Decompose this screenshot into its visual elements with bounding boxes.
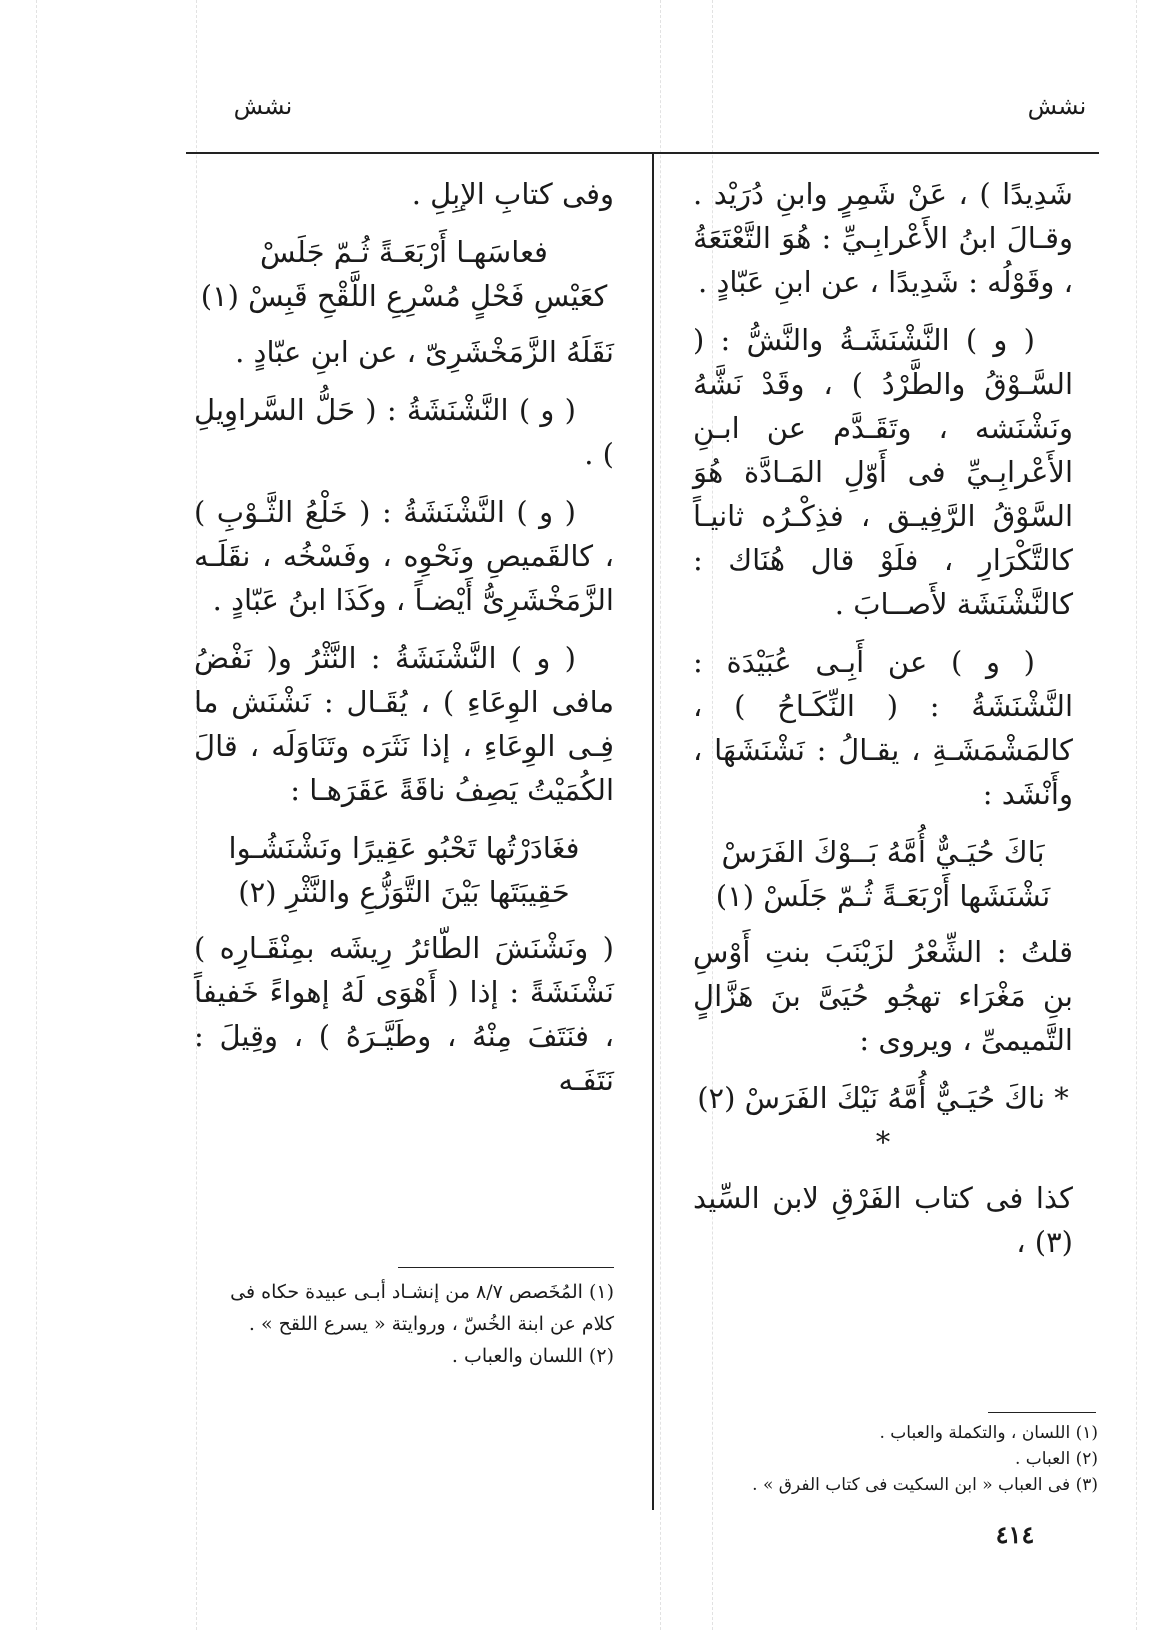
column-divider <box>652 152 654 1510</box>
verse-line: فعاسَهـا أَرْبَعَـةً ثُـمّ جَلَسْ <box>260 235 548 269</box>
verse-line: حَقِيبَتَها بَيْنَ التَّوَزُّعِ والنَّثْرِ (٢) <box>238 875 570 909</box>
paragraph: ( و ) عن أَبِـى عُبَيْدَة : النَّشْنَشَةُ : ( النِّكَـاحُ ) ، كالمَشْمَشَـةِ ، يقـالُ : نَشْنَشَهَا ، وأَنْشَد : <box>693 645 1073 811</box>
footnotes-right <box>720 1420 1098 1498</box>
header-rule <box>186 152 1099 154</box>
left-column <box>194 172 614 1116</box>
paragraph: ( و ) النَّشْنَشَةُ : ( حَلُّ السَّراوِيلِ ) . <box>194 393 614 471</box>
page-number: ٤١٤ <box>995 1520 1035 1549</box>
running-head-right: نشش <box>1027 92 1087 120</box>
running-head-left: نشش <box>233 92 293 120</box>
paragraph: كذا فى كتاب الفَرْقِ لابن السِّيد (٣) ، <box>693 1181 1073 1259</box>
right-column <box>693 172 1073 1278</box>
footnote: (١) المُخَصص ٨/٧ من إنشـاد أبـى عبيدة حكاه فى كلام عن ابنة الخُسّ ، وروايتة « يسرع اللقح » . <box>230 1281 614 1335</box>
verse: * ناكَ حُيَـيٌّ أُمَّهُ نَيْكَ الفَرَسْ (٢) * <box>697 1081 1069 1159</box>
verse <box>693 830 1073 918</box>
paragraph: قلتُ : الشِّعْرُ لزَيْنَبَ بنتِ أَوْسِ بنِ مَغْرَاء تهجُو حُيَىَّ بنَ هَزَّالٍ التَّميمىِّ ، ويروى : <box>693 935 1073 1057</box>
footnote-rule <box>398 1267 614 1268</box>
footnote: (١) اللسان ، والتكملة والعباب . <box>879 1423 1098 1443</box>
verse-line: بَاكَ حُيَـيٌّ أُمَّهُ بَــوْكَ الفَرَسْ <box>721 835 1045 869</box>
scan-guide-line <box>660 0 661 1630</box>
verse-line: نَشْنَشَها أَرْبَعَـةً ثُـمّ جَلَسْ (١) <box>715 879 1051 913</box>
footnote-rule <box>988 1412 1096 1413</box>
paragraph: نَقَلَهُ الزَّمَخْشَرِىّ ، عن ابنِ عبّادٍ . <box>235 335 614 369</box>
paragraph: ( و ) النَّشْنَشَـةُ والنَّشُّ : ( السَّـوْقُ والطَّرْدُ ) ، وقَدْ نَشَّهُ ونَشْنَشه ، وتَقَـدَّم عن ابـنِ الأَعْرابِـيِّ فى أَوّلِ المَـادَّة هُوَ السَّوْقُ الرَّفِيـق ، فذِكْـرُه ثانيـاً كالتَّكْرَارِ ، فلَوْ قال هُنَاك : كالنَّشْنَشَة لأَصــابَ . <box>693 323 1073 621</box>
verse-line: فغَادَرْتُها تَحْبُو عَقِيرًا ونَشْنَشُـوا <box>228 831 580 865</box>
footnotes-left <box>196 1276 614 1372</box>
paragraph: شَدِيدًا ) ، عَنْ شَمِرٍ وابنِ دُرَيْد . وقـالَ ابنُ الأَعْرابِـيِّ : هُوَ التَّعْتَعَةُ ، وقَوْلُه : شَدِيدًا ، عن ابنِ عَبّادٍ . <box>693 177 1073 299</box>
paragraph: وفى كتابِ الإبِلِ . <box>411 177 614 211</box>
paragraph: ( ونَشْنَشَ الطّائرُ رِيشَه بمِنْقَـارِه ) نَشْنَشَةً : إذا ( أَهْوَى لَهُ إهواءً خَفيفاً ، فنَتَفَ مِنْهُ ، وطَيَّـرَهُ ) ، وقِيلَ : نَتَفَـه <box>194 931 614 1097</box>
scan-guide-line <box>1136 0 1137 1630</box>
footnote: (٣) فى العباب « ابن السكيت فى كتاب الفرق » . <box>752 1475 1098 1495</box>
scan-guide-line <box>36 0 37 1630</box>
verse <box>194 826 614 914</box>
paragraph: ( و ) النَّشْنَشَةُ : النَّثْرُ و( نَفْضُ مافى الوِعَاءِ ) ، يُقَـال : نَشْنَش ما فِـى الوِعَاءِ ، إذا نَثَرَه وتَنَاوَلَه ، قالَ الكُمَيْتُ يَصِفُ ناقَةً عَقَرَهـا : <box>194 641 614 807</box>
paragraph: ( و ) النَّشْنَشَةُ : ( خَلْعُ الثَّـوْبِ ) ، كالقَميصِ ونَحْوِه ، وفَسْخُه ، نقَلَـه الزَّمَخْشَرِىُّ أَيْضـاً ، وكَذَا ابنُ عَبّادٍ . <box>194 495 614 617</box>
verse <box>194 230 614 318</box>
footnote: (٢) اللسان والعباب . <box>451 1345 614 1367</box>
verse-line: كعَيْسِ فَحْلٍ مُسْرِعِ اللَّقْحِ قَبِسْ (١) <box>200 279 608 313</box>
footnote: (٢) العباب . <box>1014 1449 1098 1469</box>
